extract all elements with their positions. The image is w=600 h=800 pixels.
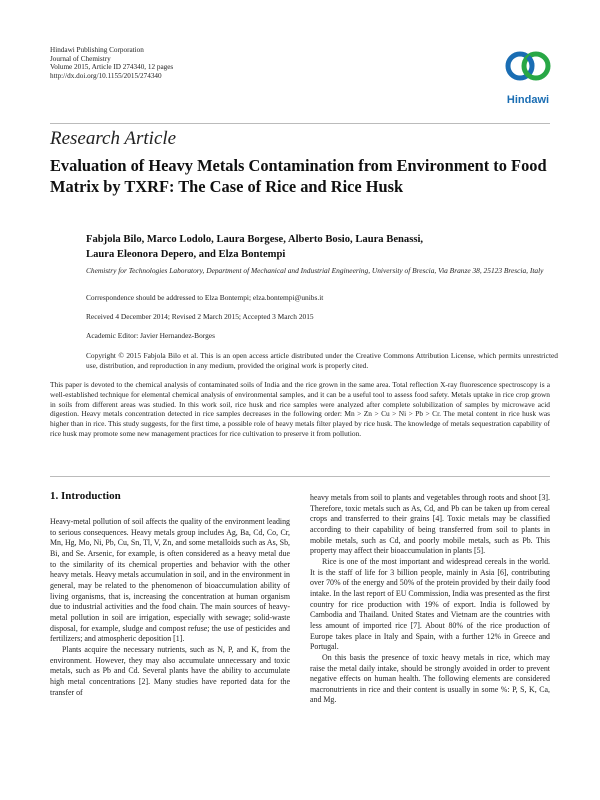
paragraph: Rice is one of the most important and widespread cereals in the world. It is the staff of life for 3 billion people, mainly in Asia [6], contributing over 70% of the energy and 50% of the protein provided by their daily food intake. In the last report of EU Commission, India was presented as the first country for rice production with 19% of export. India is followed by Cambodia and Thailand. United States and Vietnam are the countries with less amount of imported rice [7]. About 80% of the rice production of Europe takes place in Italy and Spain, with a further 12% in Greece and Portugal. — [310, 556, 550, 652]
author-list — [86, 232, 546, 262]
academic-editor: Academic Editor: Javier Hernandez-Borges — [86, 331, 215, 340]
left-column — [50, 517, 290, 698]
article-type: Research Article — [50, 128, 177, 149]
hindawi-logo-icon — [498, 46, 558, 94]
copyright-notice: Copyright © 2015 Fabjola Bilo et al. This is an open access article distributed under the Creative Commons Attribution License, which permits unrestricted use, distribution, and reproduction in any medium, provided the original work is properly cited. — [86, 351, 558, 370]
article-title: Evaluation of Heavy Metals Contamination from Environment to Food Matrix by TXRF: The Case of Rice and Rice Husk — [50, 156, 547, 196]
hindawi-wordmark: Hindawi — [506, 94, 550, 106]
abstract: This paper is devoted to the chemical analysis of contaminated soils of India and the rice grown in the same area. Total reflection X-ray fluorescence spectroscopy is a well-established technique for elemental chemical analysis of environmental samples, and it can be a useful tool to assess food safety. Metals uptake in rice crop grown in soils from different areas was studied. In this work soil, rice husk and rice samples were analyzed after complete solubilization of samples by microwave acid digestion. Heavy metals concentration detected in rice samples decreases in the following order: Mn > Zn > Cu > Ni > Pb > Cr. The metal content in rice husk was higher than in rice. This study suggests, for the first time, a possible role of heavy metals filter played by rice husk. The knowledge of metals sequestration capability of rice husk may promote some new management practices for rice cultivation to preserve it from pollution. — [50, 380, 550, 438]
header-divider — [50, 123, 550, 124]
paragraph: Plants acquire the necessary nutrients, such as N, P, and K, from the environment. However, they may also accumulate unnecessary and toxic metals, such as Pb and Cd. Several plants have the ability to accumulate high metal concentrations [2]. Many studies have reported data for the transfer of — [50, 644, 290, 697]
right-column — [310, 493, 550, 706]
correspondence: Correspondence should be addressed to Elza Bontempi; elza.bontempi@unibs.it — [86, 293, 324, 302]
hindawi-logo — [498, 46, 558, 110]
journal-header — [50, 46, 173, 80]
affiliation: Chemistry for Technologies Laboratory, Department of Mechanical and Industrial Engineering, University of Brescia, Via Branze 38, 25123 Brescia, Italy — [86, 266, 544, 275]
paragraph: On this basis the presence of toxic heavy metals in rice, which may raise the metal daily intake, should be strongly avoided in order to prevent negative effects on human health. The following elements are considered macronutrients in rice and their content is usually in some %: P, S, K, Ca, and Mg. — [310, 652, 550, 705]
journal-name: Journal of Chemistry — [50, 54, 111, 63]
doi-link[interactable]: http://dx.doi.org/10.1155/2015/274340 — [50, 71, 162, 80]
volume-info: Volume 2015, Article ID 274340, 12 pages — [50, 63, 174, 72]
abstract-divider — [50, 476, 550, 477]
authors-line-2: Laura Eleonora Depero, and Elza Bontempi — [86, 249, 286, 260]
paragraph: Heavy-metal pollution of soil affects the quality of the environment leading to serious consequences. Heavy metals group includes Ag, Ba, Cd, Co, Cr, Mn, Hg, Mo, Ni, Pb, Cu, Sn, Tl, V, Zn, and some metalloids such as As, Sb, Bi, and Se. Arsenic, for example, is often considered as a heavy metal due to the similarity of its chemical properties and behavior with the other heavy metals. Heavy metals accumulation in soil, and in the environment in general, may be related to the phenomenon of bioaccumulation ability of living organisms, that is, increasing the concentration at human organism due to industrial activities and the food chain. The main sources of heavy-metal pollution in soil are irrigation, especially with sewage; solid-waste disposal, for example, sludge and compost refuse; the use of pesticides and fertilizers; and atmospheric deposition [1]. — [50, 517, 290, 644]
publisher-name: Hindawi Publishing Corporation — [50, 46, 144, 54]
section-heading: 1. Introduction — [50, 490, 121, 502]
article-dates: Received 4 December 2014; Revised 2 March 2015; Accepted 3 March 2015 — [86, 312, 314, 321]
paragraph: heavy metals from soil to plants and vegetables through roots and shoot [3]. Therefore, toxic metals such as As, Cd, and Pb can be taken up from cereal crops and transferred to their grains [4]. Toxic metals may be classified according to their capability of being transferred from soil to plants in mobile metals, such as Cd, and poorly mobile metals, such as Pb. This property may affect their bioaccumulation in plants [5]. — [310, 493, 550, 556]
authors-line-1: Fabjola Bilo, Marco Lodolo, Laura Borgese, Alberto Bosio, Laura Benassi, — [86, 234, 424, 245]
